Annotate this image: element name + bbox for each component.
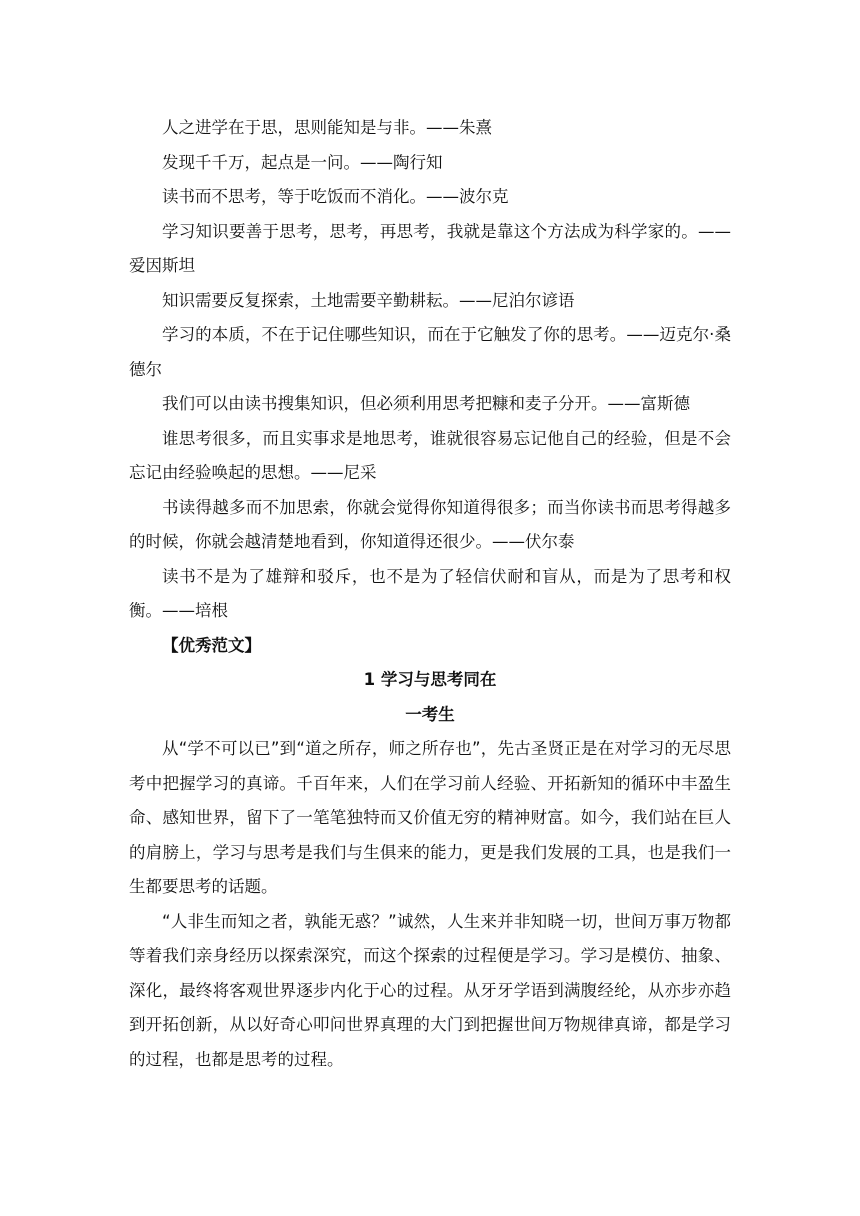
quote: 我们可以由读书搜集知识，但必须利用思考把糠和麦子分开。——富斯德 [162, 394, 690, 413]
quote: 读书不是为了雄辩和驳斥，也不是为了轻信伏耐和盲从，而是为了思考和权衡。——培根 [129, 566, 731, 620]
quote: 人之进学在于思，思则能知是与非。——朱熹 [162, 118, 492, 137]
section-heading: 【优秀范文】 [162, 635, 261, 655]
quote: 读书而不思考，等于吃饭而不消化。——波尔克 [162, 187, 509, 206]
quote: 学习的本质，不在于记住哪些知识，而在于它触发了你的思考。——迈克尔·桑德尔 [129, 325, 731, 379]
essay-title: 1 学习与思考同在 [363, 670, 497, 689]
quote: 谁思考很多，而且实事求是地思考，谁就很容易忘记他自己的经验，但是不会忘记由经验唤起的思想。——尼采 [129, 428, 731, 482]
document-body [129, 111, 731, 1077]
essay-paragraph: 从“学不可以已”到“道之所存，师之所存也”，先古圣贤正是在对学习的无尽思考中把握学习的真谛。千百年来，人们在学习前人经验、开拓新知的循环中丰盈生命、感知世界，留下了一笔笔独特而又价值无穷的精神财富。如今，我们站在巨人的肩膀上，学习与思考是我们与生俱来的能力，更是我们发展的工具，也是我们一生都要思考的话题。 [129, 739, 731, 896]
essay-author: 一考生 [405, 704, 455, 724]
essay-paragraph: “人非生而知之者，孰能无惑？”诚然，人生来并非知晓一切，世间万事万物都等着我们亲身经历以探索深究，而这个探索的过程便是学习。学习是模仿、抽象、深化，最终将客观世界逐步内化于心的过程。从牙牙学语到满腹经纶，从亦步亦趋到开拓创新，从以好奇心叩问世界真理的大门到把握世间万物规律真谛，都是学习的过程，也都是思考的过程。 [129, 911, 731, 1069]
quote: 学习知识要善于思考，思考，再思考，我就是靠这个方法成为科学家的。——爱因斯坦 [129, 221, 731, 275]
quote: 书读得越多而不加思索，你就会觉得你知道得很多；而当你读书而思考得越多的时候，你就会越清楚地看到，你知道得还很少。——伏尔泰 [129, 497, 731, 551]
quote: 知识需要反复探索，土地需要辛勤耕耘。——尼泊尔谚语 [162, 290, 575, 310]
quote: 发现千千万，起点是一问。——陶行知 [162, 152, 443, 172]
